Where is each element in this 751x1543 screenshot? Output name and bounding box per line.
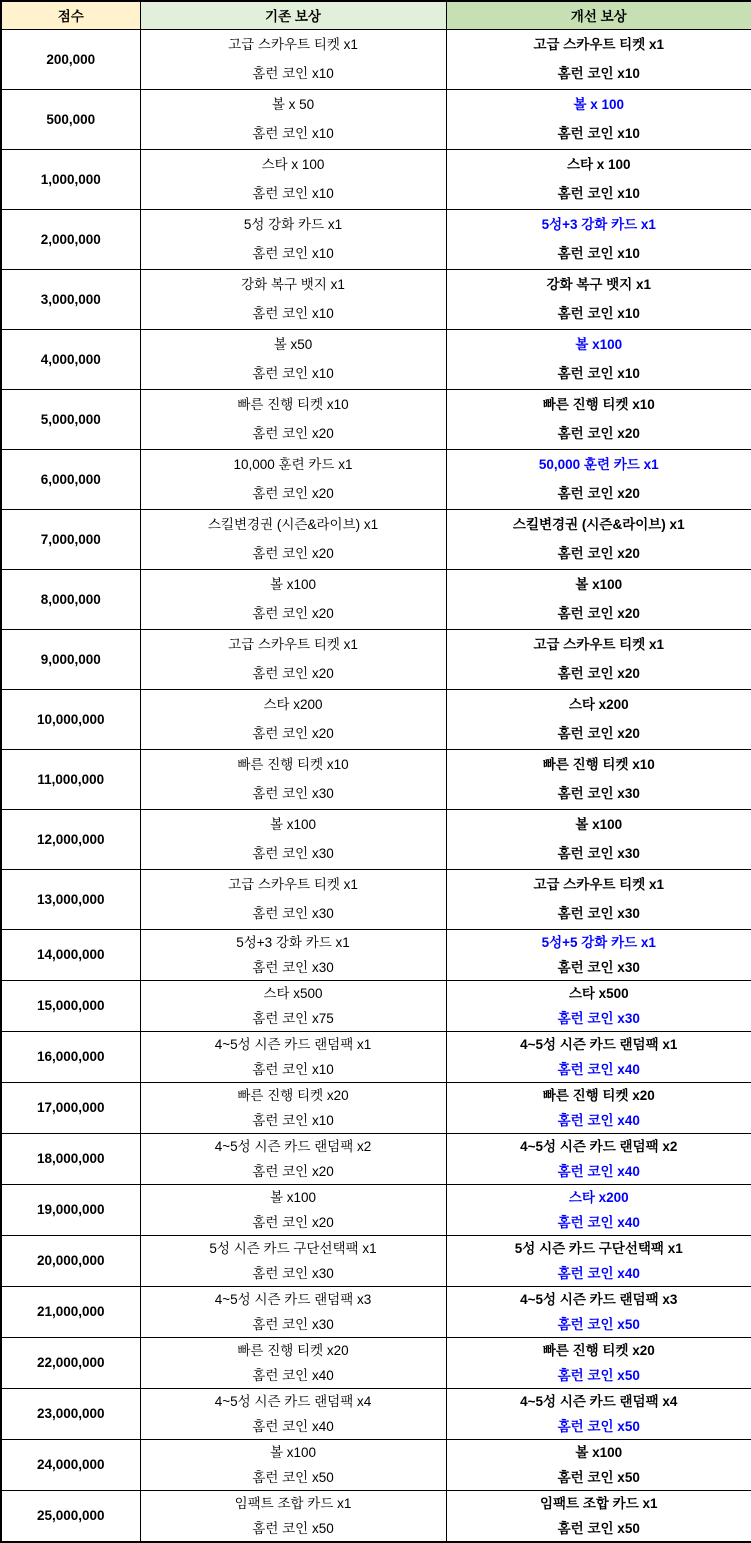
new-reward-cell xyxy=(446,1082,751,1133)
new-reward-cell xyxy=(446,1031,751,1082)
old-reward-line-2: 홈런 코인 x20 xyxy=(252,1163,334,1179)
old-reward-line-2: 홈런 코인 x10 xyxy=(252,66,334,81)
new-reward-line-1: 빠른 진행 티켓 x20 xyxy=(542,1087,655,1103)
new-reward-line-1: 스킬변경권 (시즌&라이브) x1 xyxy=(512,517,685,532)
score-cell: 1,000,000 xyxy=(1,149,140,209)
old-reward-cell xyxy=(140,809,446,869)
old-reward-cell xyxy=(140,1133,446,1184)
score-cell: 8,000,000 xyxy=(1,569,140,629)
new-reward-line-2: 홈런 코인 x50 xyxy=(557,1316,640,1332)
new-reward-line-2: 홈런 코인 x20 xyxy=(557,426,640,441)
old-reward-cell xyxy=(140,869,446,929)
new-reward-cell xyxy=(446,809,751,869)
new-reward-line-2: 홈런 코인 x10 xyxy=(557,246,640,261)
new-reward-line-1: 빠른 진행 티켓 x10 xyxy=(542,397,655,412)
old-reward-line-1: 볼 x100 xyxy=(269,1444,317,1460)
old-reward-cell xyxy=(140,209,446,269)
new-reward-line-2: 홈런 코인 x20 xyxy=(557,666,640,681)
old-reward-line-2: 홈런 코인 x30 xyxy=(252,846,334,861)
old-reward-line-1: 강화 복구 뱃지 x1 xyxy=(241,277,345,292)
score-cell: 17,000,000 xyxy=(1,1082,140,1133)
score-cell: 21,000,000 xyxy=(1,1286,140,1337)
table-row xyxy=(1,569,751,629)
old-reward-cell xyxy=(140,1286,446,1337)
new-reward-cell xyxy=(446,1184,751,1235)
new-reward-cell xyxy=(446,569,751,629)
new-reward-cell xyxy=(446,869,751,929)
table-row xyxy=(1,1439,751,1490)
score-cell: 23,000,000 xyxy=(1,1388,140,1439)
new-reward-line-1: 4~5성 시즌 카드 랜덤팩 x3 xyxy=(520,1291,678,1307)
score-cell: 16,000,000 xyxy=(1,1031,140,1082)
old-reward-line-1: 스타 x200 xyxy=(263,697,323,712)
table-row xyxy=(1,980,751,1031)
new-reward-line-1: 4~5성 시즌 카드 랜덤팩 x2 xyxy=(520,1138,678,1154)
new-reward-line-2: 홈런 코인 x50 xyxy=(557,1367,640,1383)
new-reward-line-2: 홈런 코인 x30 xyxy=(557,846,640,861)
new-reward-line-2: 홈런 코인 x20 xyxy=(557,606,640,621)
header-row xyxy=(1,1,751,29)
new-reward-line-2: 홈런 코인 x10 xyxy=(557,186,640,201)
old-reward-cell xyxy=(140,269,446,329)
score-cell: 5,000,000 xyxy=(1,389,140,449)
new-reward-line-1: 강화 복구 뱃지 x1 xyxy=(546,277,651,292)
new-reward-line-1: 고급 스카우트 티켓 x1 xyxy=(533,637,665,652)
old-reward-line-1: 4~5성 시즌 카드 랜덤팩 x3 xyxy=(214,1291,372,1307)
table-row xyxy=(1,1490,751,1542)
score-cell: 18,000,000 xyxy=(1,1133,140,1184)
new-reward-line-1: 빠른 진행 티켓 x20 xyxy=(542,1342,655,1358)
table-row xyxy=(1,1286,751,1337)
score-column-header: 점수 xyxy=(1,1,140,29)
old-reward-cell xyxy=(140,29,446,89)
score-cell: 500,000 xyxy=(1,89,140,149)
old-reward-line-1: 4~5성 시즌 카드 랜덤팩 x2 xyxy=(214,1138,372,1154)
old-reward-line-2: 홈런 코인 x20 xyxy=(252,666,334,681)
new-reward-cell xyxy=(446,209,751,269)
old-reward-line-2: 홈런 코인 x50 xyxy=(252,1520,334,1536)
old-reward-line-2: 홈런 코인 x10 xyxy=(252,366,334,381)
old-reward-line-1: 빠른 진행 티켓 x20 xyxy=(237,1087,349,1103)
old-reward-line-1: 4~5성 시즌 카드 랜덤팩 x1 xyxy=(214,1036,372,1052)
new-reward-cell xyxy=(446,389,751,449)
new-reward-cell xyxy=(446,929,751,980)
old-reward-cell xyxy=(140,749,446,809)
table-row xyxy=(1,329,751,389)
score-cell: 3,000,000 xyxy=(1,269,140,329)
old-reward-cell xyxy=(140,449,446,509)
old-reward-line-2: 홈런 코인 x10 xyxy=(252,186,334,201)
new-reward-line-2: 홈런 코인 x40 xyxy=(557,1214,640,1230)
reward-table-body xyxy=(1,29,751,1542)
new-reward-line-2: 홈런 코인 x30 xyxy=(557,959,640,975)
new-reward-cell xyxy=(446,1235,751,1286)
new-reward-cell xyxy=(446,749,751,809)
table-row xyxy=(1,1184,751,1235)
old-reward-line-2: 홈런 코인 x20 xyxy=(252,726,334,741)
new-reward-line-2: 홈런 코인 x20 xyxy=(557,486,640,501)
old-reward-line-1: 5성+3 강화 카드 x1 xyxy=(236,934,350,950)
new-reward-cell xyxy=(446,509,751,569)
score-cell: 25,000,000 xyxy=(1,1490,140,1542)
new-reward-line-2: 홈런 코인 x40 xyxy=(557,1112,640,1128)
table-row xyxy=(1,1337,751,1388)
new-reward-line-1: 4~5성 시즌 카드 랜덤팩 x4 xyxy=(520,1393,678,1409)
new-reward-cell xyxy=(446,329,751,389)
new-reward-cell xyxy=(446,1388,751,1439)
old-reward-cell xyxy=(140,1439,446,1490)
old-reward-line-1: 5성 강화 카드 x1 xyxy=(243,217,343,232)
new-reward-cell xyxy=(446,1490,751,1542)
new-reward-line-2: 홈런 코인 x30 xyxy=(557,1010,640,1026)
old-reward-cell xyxy=(140,689,446,749)
old-reward-line-2: 홈런 코인 x10 xyxy=(252,126,334,141)
old-reward-line-2: 홈런 코인 x10 xyxy=(252,246,334,261)
old-reward-cell xyxy=(140,1490,446,1542)
new-reward-cell xyxy=(446,1337,751,1388)
new-reward-line-2: 홈런 코인 x10 xyxy=(557,126,640,141)
table-row xyxy=(1,449,751,509)
score-cell: 19,000,000 xyxy=(1,1184,140,1235)
old-reward-line-1: 스타 x500 xyxy=(263,985,323,1001)
score-cell: 4,000,000 xyxy=(1,329,140,389)
table-row xyxy=(1,1031,751,1082)
old-reward-line-1: 볼 x100 xyxy=(269,577,317,592)
old-reward-line-2: 홈런 코인 x20 xyxy=(252,606,334,621)
table-row xyxy=(1,149,751,209)
table-row xyxy=(1,809,751,869)
table-row xyxy=(1,269,751,329)
new-reward-line-1: 고급 스카우트 티켓 x1 xyxy=(533,877,665,892)
new-reward-cell xyxy=(446,689,751,749)
old-reward-line-1: 5성 시즌 카드 구단선택팩 x1 xyxy=(209,1240,377,1256)
table-row xyxy=(1,209,751,269)
old-reward-line-1: 볼 x100 xyxy=(269,817,317,832)
new-reward-line-1: 50,000 훈련 카드 x1 xyxy=(538,457,659,472)
new-reward-line-2: 홈런 코인 x30 xyxy=(557,786,640,801)
table-row xyxy=(1,89,751,149)
old-reward-line-2: 홈런 코인 x30 xyxy=(252,1265,334,1281)
new-reward-cell xyxy=(446,89,751,149)
new-reward-cell xyxy=(446,149,751,209)
old-reward-line-2: 홈런 코인 x30 xyxy=(252,1316,334,1332)
new-reward-line-1: 볼 x100 xyxy=(575,817,623,832)
new-reward-line-1: 5성 시즌 카드 구단선택팩 x1 xyxy=(514,1240,683,1256)
new-reward-line-2: 홈런 코인 x30 xyxy=(557,906,640,921)
score-cell: 14,000,000 xyxy=(1,929,140,980)
new-reward-cell xyxy=(446,1133,751,1184)
old-reward-cell xyxy=(140,929,446,980)
old-reward-line-1: 스킬변경권 (시즌&라이브) x1 xyxy=(207,517,379,532)
old-reward-cell xyxy=(140,629,446,689)
new-reward-cell xyxy=(446,629,751,689)
old-reward-line-2: 홈런 코인 x10 xyxy=(252,306,334,321)
new-reward-line-2: 홈런 코인 x50 xyxy=(557,1418,640,1434)
old-reward-line-1: 임팩트 조합 카드 x1 xyxy=(234,1495,352,1511)
new-reward-line-1: 고급 스카우트 티켓 x1 xyxy=(533,37,665,52)
old-reward-line-1: 빠른 진행 티켓 x10 xyxy=(237,757,349,772)
score-cell: 20,000,000 xyxy=(1,1235,140,1286)
new-reward-line-2: 홈런 코인 x20 xyxy=(557,546,640,561)
old-reward-line-2: 홈런 코인 x10 xyxy=(252,1061,334,1077)
old-reward-cell xyxy=(140,980,446,1031)
old-reward-line-2: 홈런 코인 x30 xyxy=(252,906,334,921)
new-reward-line-1: 임팩트 조합 카드 x1 xyxy=(539,1495,658,1511)
old-reward-cell xyxy=(140,1235,446,1286)
new-reward-column-header: 개선 보상 xyxy=(446,1,751,29)
new-reward-line-1: 볼 x100 xyxy=(575,337,623,352)
old-reward-cell xyxy=(140,389,446,449)
table-row xyxy=(1,929,751,980)
score-cell: 15,000,000 xyxy=(1,980,140,1031)
new-reward-line-1: 스타 x200 xyxy=(568,697,629,712)
old-reward-line-2: 홈런 코인 x20 xyxy=(252,486,334,501)
score-cell: 24,000,000 xyxy=(1,1439,140,1490)
old-reward-line-1: 볼 x100 xyxy=(269,1189,317,1205)
new-reward-line-2: 홈런 코인 x10 xyxy=(557,66,640,81)
new-reward-line-1: 스타 x500 xyxy=(568,985,629,1001)
table-row xyxy=(1,1235,751,1286)
old-reward-cell xyxy=(140,329,446,389)
new-reward-line-1: 볼 x 100 xyxy=(573,97,625,112)
old-reward-line-2: 홈런 코인 x20 xyxy=(252,546,334,561)
old-reward-line-1: 볼 x50 xyxy=(273,337,313,352)
new-reward-line-2: 홈런 코인 x10 xyxy=(557,366,640,381)
old-reward-line-1: 고급 스카우트 티켓 x1 xyxy=(228,37,358,52)
old-reward-line-2: 홈런 코인 x20 xyxy=(252,426,334,441)
new-reward-line-2: 홈런 코인 x20 xyxy=(557,726,640,741)
table-row xyxy=(1,1388,751,1439)
old-reward-line-1: 고급 스카우트 티켓 x1 xyxy=(228,877,358,892)
table-row xyxy=(1,1133,751,1184)
old-reward-cell xyxy=(140,1082,446,1133)
old-reward-line-2: 홈런 코인 x50 xyxy=(252,1469,334,1485)
table-row xyxy=(1,1082,751,1133)
old-reward-line-1: 볼 x 50 xyxy=(271,97,315,112)
score-cell: 200,000 xyxy=(1,29,140,89)
new-reward-line-1: 스타 x200 xyxy=(568,1189,629,1205)
new-reward-line-2: 홈런 코인 x50 xyxy=(557,1520,640,1536)
old-reward-line-2: 홈런 코인 x10 xyxy=(252,1112,334,1128)
score-cell: 6,000,000 xyxy=(1,449,140,509)
new-reward-line-2: 홈런 코인 x40 xyxy=(557,1265,640,1281)
old-reward-cell xyxy=(140,149,446,209)
old-reward-line-1: 고급 스카우트 티켓 x1 xyxy=(228,637,358,652)
old-reward-cell xyxy=(140,89,446,149)
old-reward-line-2: 홈런 코인 x20 xyxy=(252,1214,334,1230)
score-cell: 13,000,000 xyxy=(1,869,140,929)
new-reward-line-1: 5성+3 강화 카드 x1 xyxy=(541,217,656,232)
new-reward-cell xyxy=(446,1439,751,1490)
old-reward-line-1: 4~5성 시즌 카드 랜덤팩 x4 xyxy=(214,1393,372,1409)
table-row xyxy=(1,389,751,449)
new-reward-line-1: 볼 x100 xyxy=(575,577,623,592)
score-cell: 22,000,000 xyxy=(1,1337,140,1388)
new-reward-line-2: 홈런 코인 x40 xyxy=(557,1061,640,1077)
old-reward-line-2: 홈런 코인 x40 xyxy=(252,1367,334,1383)
new-reward-line-2: 홈런 코인 x40 xyxy=(557,1163,640,1179)
new-reward-line-1: 빠른 진행 티켓 x10 xyxy=(542,757,655,772)
new-reward-line-1: 5성+5 강화 카드 x1 xyxy=(541,934,656,950)
old-reward-cell xyxy=(140,569,446,629)
table-header xyxy=(1,1,751,29)
table-row xyxy=(1,689,751,749)
new-reward-line-2: 홈런 코인 x10 xyxy=(557,306,640,321)
new-reward-line-1: 볼 x100 xyxy=(575,1444,623,1460)
old-reward-cell xyxy=(140,1388,446,1439)
new-reward-cell xyxy=(446,1286,751,1337)
old-reward-line-2: 홈런 코인 x30 xyxy=(252,786,334,801)
score-cell: 2,000,000 xyxy=(1,209,140,269)
table-row xyxy=(1,749,751,809)
new-reward-cell xyxy=(446,980,751,1031)
old-reward-line-1: 10,000 훈련 카드 x1 xyxy=(233,457,353,472)
new-reward-line-2: 홈런 코인 x50 xyxy=(557,1469,640,1485)
old-reward-line-1: 빠른 진행 티켓 x10 xyxy=(237,397,349,412)
score-cell: 12,000,000 xyxy=(1,809,140,869)
new-reward-cell xyxy=(446,269,751,329)
score-cell: 10,000,000 xyxy=(1,689,140,749)
new-reward-cell xyxy=(446,29,751,89)
table-row xyxy=(1,629,751,689)
table-row xyxy=(1,869,751,929)
old-reward-line-1: 스타 x 100 xyxy=(261,157,325,172)
old-reward-line-2: 홈런 코인 x40 xyxy=(252,1418,334,1434)
old-reward-line-1: 빠른 진행 티켓 x20 xyxy=(237,1342,349,1358)
old-reward-cell xyxy=(140,1184,446,1235)
new-reward-line-1: 4~5성 시즌 카드 랜덤팩 x1 xyxy=(520,1036,678,1052)
old-reward-line-2: 홈런 코인 x75 xyxy=(252,1010,334,1026)
old-reward-cell xyxy=(140,509,446,569)
new-reward-cell xyxy=(446,449,751,509)
old-reward-cell xyxy=(140,1337,446,1388)
table-row xyxy=(1,509,751,569)
score-cell: 9,000,000 xyxy=(1,629,140,689)
old-reward-column-header: 기존 보상 xyxy=(140,1,446,29)
table-row xyxy=(1,29,751,89)
old-reward-cell xyxy=(140,1031,446,1082)
score-cell: 7,000,000 xyxy=(1,509,140,569)
old-reward-line-2: 홈런 코인 x30 xyxy=(252,959,334,975)
new-reward-line-1: 스타 x 100 xyxy=(566,157,631,172)
score-cell: 11,000,000 xyxy=(1,749,140,809)
